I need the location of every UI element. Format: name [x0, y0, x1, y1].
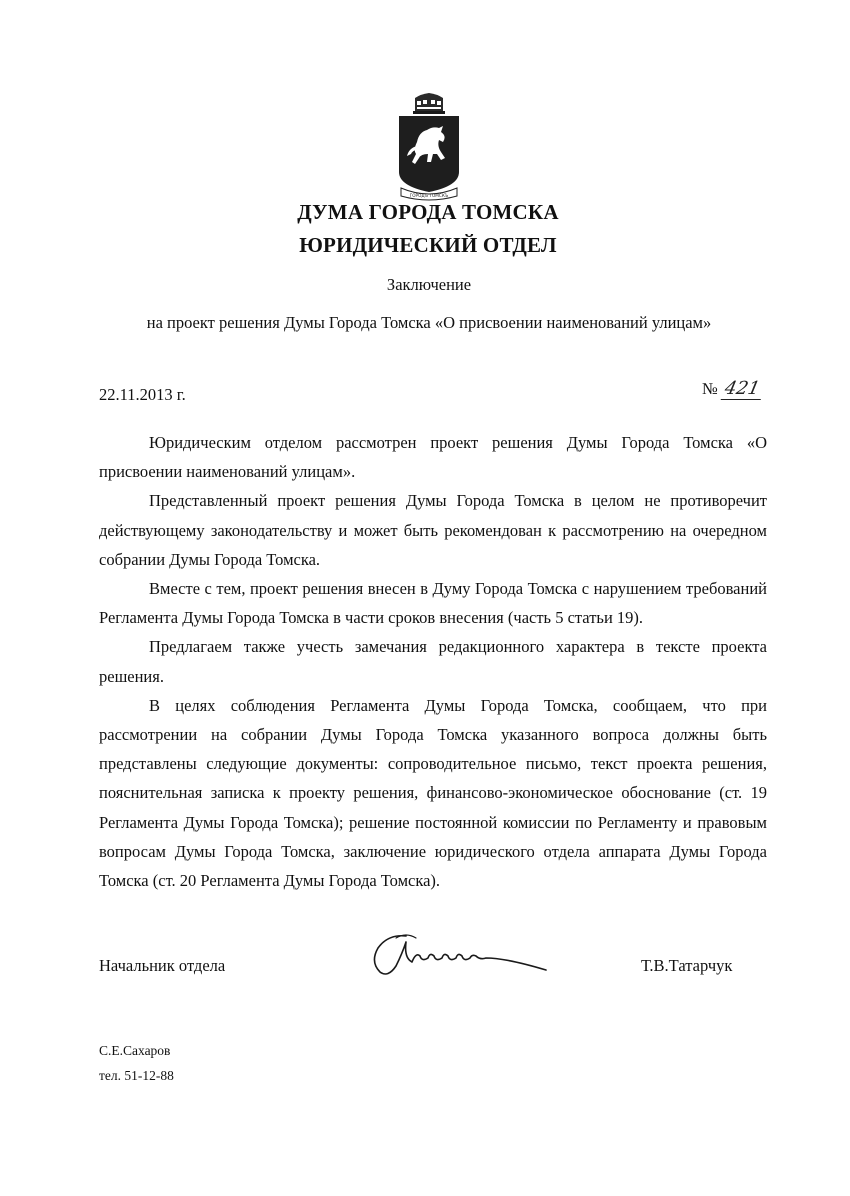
crown-icon — [413, 93, 445, 114]
signer-role: Начальник отдела — [99, 956, 226, 975]
handwritten-number: 421 — [720, 378, 765, 400]
number-label: № — [702, 379, 718, 398]
executor-name: С.Е.Сахаров — [99, 1043, 171, 1058]
svg-text:ГОРОДЪ ТОМСКЪ: ГОРОДЪ ТОМСКЪ — [409, 193, 449, 198]
department-name: ЮРИДИЧЕСКИЙ ОТДЕЛ — [299, 233, 557, 257]
body-paragraph: Вместе с тем, проект решения внесен в Думу Города Томска с нарушением требований Регламента Думы Города Томска в части сроков внесения (часть 5 статьи 19). — [99, 579, 767, 628]
handwritten-signature — [366, 928, 556, 980]
document-type: Заключение — [386, 275, 472, 294]
body-paragraph: Представленный проект решения Думы Города Томска в целом не противоречит действующему законодательству и может быть рекомендован к рассмотрению на очередном собрании Думы Города Томска. — [99, 491, 767, 569]
executor-block — [99, 1038, 174, 1088]
body-paragraph: Предлагаем также учесть замечания редакционного характера в тексте проекта решения. — [99, 637, 767, 686]
document-date: 22.11.2013 г. — [99, 385, 186, 404]
document-subject: на проект решения Думы Города Томска «О присвоении наименований улицам» — [146, 313, 712, 332]
document-number — [702, 378, 763, 400]
body-paragraph: Юридическим отделом рассмотрен проект решения Думы Города Томска «О присвоении наименований улицам». — [99, 433, 767, 482]
organization-name: ДУМА ГОРОДА ТОМСКА — [297, 200, 559, 224]
body-paragraph: В целях соблюдения Регламента Думы Города Томска, сообщаем, что при рассмотрении на собрании Думы Города Томска указанного вопроса должны быть представлены следующие документы: сопроводительное письмо, текст проекта решения, пояснительная записка к проекту решения, финансово-экономическое обоснование (ст. 19 Регламента Думы Города Томска); решение постоянной комиссии по Регламенту и правовым вопросам Думы Города Томска, заключение юридического отдела аппарата Думы Города Томска (ст. 20 Регламента Думы Города Томска). — [99, 695, 767, 891]
executor-phone: тел. 51-12-88 — [99, 1068, 174, 1083]
document-body — [99, 428, 767, 895]
tomsk-coat-of-arms-emblem — [393, 92, 465, 204]
signer-name: Т.В.Татарчук — [641, 956, 733, 975]
